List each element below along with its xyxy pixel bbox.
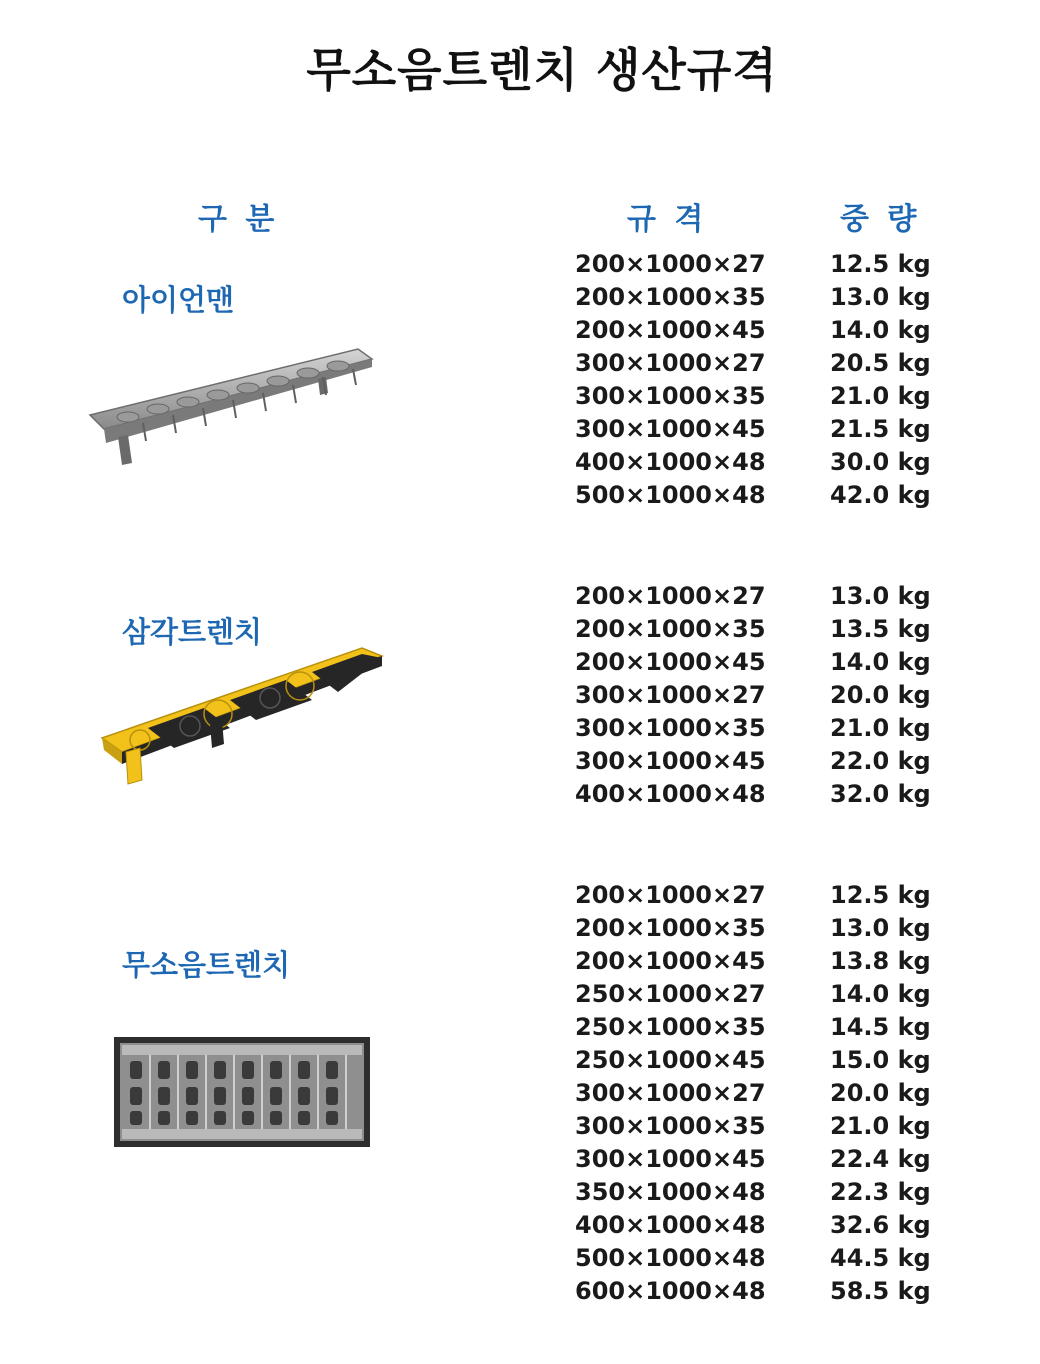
table-row — [0, 582, 1040, 615]
weight-cell: 14.0 kg — [830, 648, 931, 676]
section-label-ironman: 아이언맨 — [122, 283, 235, 317]
table-row — [0, 415, 1040, 448]
spec-cell: 300×1000×35 — [575, 382, 766, 410]
weight-cell: 13.8 kg — [830, 947, 931, 975]
spec-cell: 200×1000×27 — [575, 250, 766, 278]
weight-cell: 44.5 kg — [830, 1244, 931, 1272]
weight-cell: 20.5 kg — [830, 349, 931, 377]
weight-cell: 22.4 kg — [830, 1145, 931, 1173]
spec-cell: 200×1000×27 — [575, 881, 766, 909]
spec-cell: 250×1000×35 — [575, 1013, 766, 1041]
weight-cell: 32.6 kg — [830, 1211, 931, 1239]
weight-cell: 15.0 kg — [830, 1046, 931, 1074]
weight-cell: 22.0 kg — [830, 747, 931, 775]
weight-cell: 14.5 kg — [830, 1013, 931, 1041]
weight-cell: 21.0 kg — [830, 714, 931, 742]
table-row — [0, 1013, 1040, 1046]
table-row — [0, 1211, 1040, 1244]
table-row — [0, 947, 1040, 980]
table-row — [0, 1277, 1040, 1310]
table-row — [0, 283, 1040, 316]
spec-cell: 300×1000×45 — [575, 415, 766, 443]
spec-cell: 250×1000×45 — [575, 1046, 766, 1074]
table-row — [0, 382, 1040, 415]
weight-cell: 21.0 kg — [830, 382, 931, 410]
spec-cell: 600×1000×48 — [575, 1277, 766, 1305]
spec-cell: 300×1000×35 — [575, 714, 766, 742]
table-row — [0, 615, 1040, 648]
header-spec: 규 격 — [627, 202, 708, 237]
weight-cell: 42.0 kg — [830, 481, 931, 509]
table-row — [0, 1046, 1040, 1079]
spec-cell: 300×1000×27 — [575, 681, 766, 709]
table-row — [0, 714, 1040, 747]
spec-cell: 400×1000×48 — [575, 448, 766, 476]
weight-cell: 58.5 kg — [830, 1277, 931, 1305]
weight-cell: 14.0 kg — [830, 316, 931, 344]
weight-cell: 12.5 kg — [830, 250, 931, 278]
spec-cell: 300×1000×35 — [575, 1112, 766, 1140]
spec-cell: 200×1000×35 — [575, 914, 766, 942]
weight-cell: 14.0 kg — [830, 980, 931, 1008]
weight-cell: 20.0 kg — [830, 681, 931, 709]
table-row — [0, 316, 1040, 349]
spec-cell: 200×1000×35 — [575, 283, 766, 311]
spec-cell: 300×1000×27 — [575, 1079, 766, 1107]
table-row — [0, 1145, 1040, 1178]
table-row — [0, 1244, 1040, 1277]
table-row — [0, 681, 1040, 714]
table-row — [0, 881, 1040, 914]
spec-cell: 200×1000×45 — [575, 947, 766, 975]
spec-cell: 300×1000×27 — [575, 349, 766, 377]
spec-cell: 300×1000×45 — [575, 747, 766, 775]
weight-cell: 13.0 kg — [830, 582, 931, 610]
spec-cell: 200×1000×45 — [575, 648, 766, 676]
spec-cell: 200×1000×35 — [575, 615, 766, 643]
weight-cell: 30.0 kg — [830, 448, 931, 476]
weight-cell: 21.0 kg — [830, 1112, 931, 1140]
weight-cell: 13.0 kg — [830, 283, 931, 311]
spec-cell: 200×1000×27 — [575, 582, 766, 610]
table-row — [0, 747, 1040, 780]
spec-cell: 250×1000×27 — [575, 980, 766, 1008]
weight-cell: 22.3 kg — [830, 1178, 931, 1206]
table-row — [0, 980, 1040, 1013]
spec-cell: 400×1000×48 — [575, 780, 766, 808]
table-row — [0, 250, 1040, 283]
section-label-silent: 무소음트렌치 — [122, 948, 291, 982]
weight-cell: 12.5 kg — [830, 881, 931, 909]
header-category: 구 분 — [198, 202, 279, 237]
table-row — [0, 780, 1040, 813]
spec-cell: 200×1000×45 — [575, 316, 766, 344]
section-label-triangle: 삼각트렌치 — [122, 615, 263, 649]
table-row — [0, 1079, 1040, 1112]
weight-cell: 13.0 kg — [830, 914, 931, 942]
table-row — [0, 448, 1040, 481]
page-title: 무소음트렌치 생산규격 — [306, 43, 778, 97]
table-row — [0, 1112, 1040, 1145]
spec-cell: 500×1000×48 — [575, 1244, 766, 1272]
table-row — [0, 914, 1040, 947]
table-row — [0, 1178, 1040, 1211]
table-row — [0, 481, 1040, 514]
spec-cell: 300×1000×45 — [575, 1145, 766, 1173]
header-weight: 중 량 — [840, 202, 921, 237]
table-row — [0, 648, 1040, 681]
table-row — [0, 349, 1040, 382]
spec-cell: 350×1000×48 — [575, 1178, 766, 1206]
spec-cell: 400×1000×48 — [575, 1211, 766, 1239]
weight-cell: 21.5 kg — [830, 415, 931, 443]
weight-cell: 20.0 kg — [830, 1079, 931, 1107]
weight-cell: 32.0 kg — [830, 780, 931, 808]
spec-cell: 500×1000×48 — [575, 481, 766, 509]
weight-cell: 13.5 kg — [830, 615, 931, 643]
